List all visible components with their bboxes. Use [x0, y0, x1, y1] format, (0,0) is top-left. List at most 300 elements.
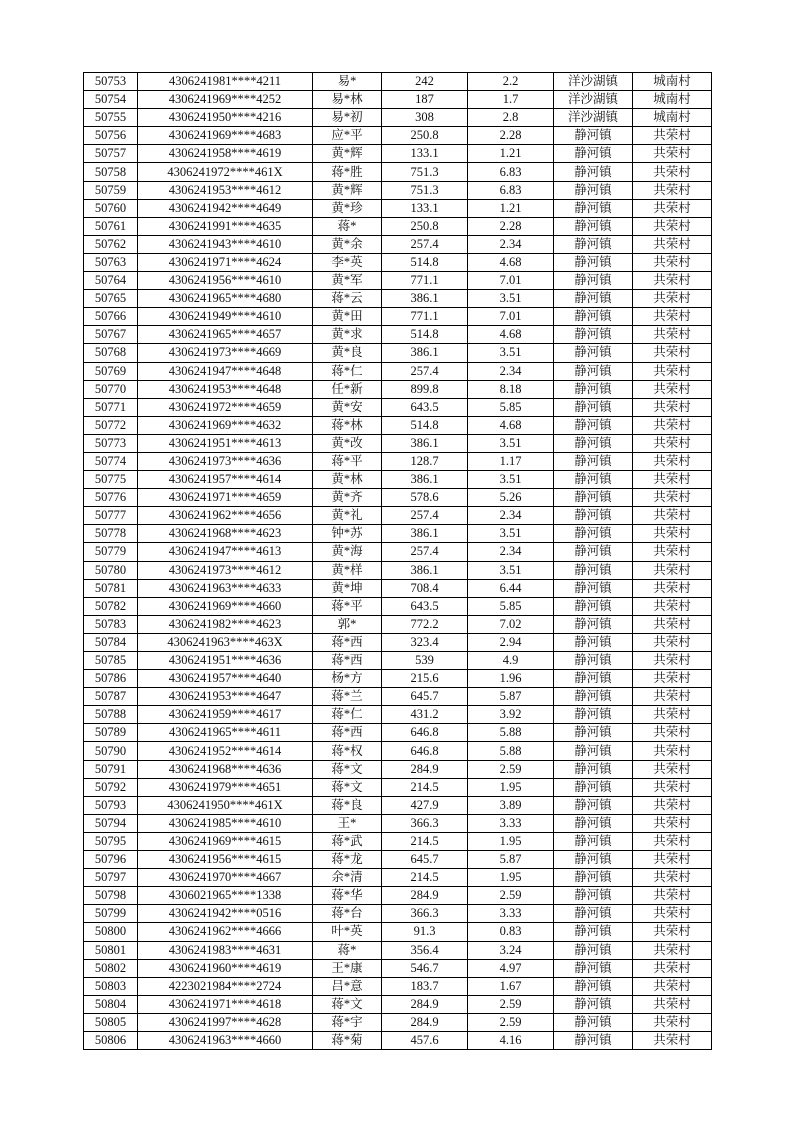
amount-cell: 386.1	[382, 471, 468, 489]
town-cell: 静河镇	[554, 362, 633, 380]
table-row	[84, 633, 712, 651]
table-row	[84, 995, 712, 1013]
town-cell: 静河镇	[554, 597, 633, 615]
table-row	[84, 923, 712, 941]
serial-number-cell: 50795	[84, 832, 138, 850]
subsidy-cell: 3.51	[468, 344, 554, 362]
name-cell: 易*	[313, 73, 382, 91]
subsidy-cell: 3.51	[468, 290, 554, 308]
town-cell: 静河镇	[554, 452, 633, 470]
village-cell: 共荣村	[633, 706, 712, 724]
village-cell: 共荣村	[633, 235, 712, 253]
serial-number-cell: 50780	[84, 561, 138, 579]
subsidy-cell: 1.96	[468, 670, 554, 688]
id-number-cell: 4306241969****4660	[138, 597, 313, 615]
table-row	[84, 235, 712, 253]
name-cell: 蒋*良	[313, 796, 382, 814]
id-number-cell: 4306241947****4648	[138, 362, 313, 380]
serial-number-cell: 50757	[84, 145, 138, 163]
id-number-cell: 4306241962****4656	[138, 507, 313, 525]
serial-number-cell: 50777	[84, 507, 138, 525]
village-cell: 共荣村	[633, 633, 712, 651]
village-cell: 共荣村	[633, 489, 712, 507]
serial-number-cell: 50798	[84, 887, 138, 905]
town-cell: 静河镇	[554, 235, 633, 253]
village-cell: 共荣村	[633, 778, 712, 796]
id-number-cell: 4306241982****4623	[138, 615, 313, 633]
village-cell: 共荣村	[633, 1013, 712, 1031]
id-number-cell: 4306241963****4633	[138, 579, 313, 597]
table-row	[84, 941, 712, 959]
serial-number-cell: 50762	[84, 235, 138, 253]
serial-number-cell: 50758	[84, 163, 138, 181]
id-number-cell: 4306241971****4659	[138, 489, 313, 507]
town-cell: 静河镇	[554, 977, 633, 995]
amount-cell: 514.8	[382, 416, 468, 434]
table-row	[84, 851, 712, 869]
table-row	[84, 869, 712, 887]
id-number-cell: 4306241950****461X	[138, 796, 313, 814]
subsidy-cell: 8.18	[468, 380, 554, 398]
subsidy-cell: 2.34	[468, 235, 554, 253]
amount-cell: 427.9	[382, 796, 468, 814]
name-cell: 黄*求	[313, 326, 382, 344]
table-row	[84, 778, 712, 796]
amount-cell: 386.1	[382, 561, 468, 579]
id-number-cell: 4306241971****4624	[138, 253, 313, 271]
serial-number-cell: 50772	[84, 416, 138, 434]
id-number-cell: 4306241973****4612	[138, 561, 313, 579]
village-cell: 共荣村	[633, 471, 712, 489]
table-row	[84, 199, 712, 217]
town-cell: 静河镇	[554, 633, 633, 651]
amount-cell: 386.1	[382, 525, 468, 543]
name-cell: 蒋*平	[313, 597, 382, 615]
town-cell: 静河镇	[554, 778, 633, 796]
subsidy-cell: 3.24	[468, 941, 554, 959]
village-cell: 共荣村	[633, 507, 712, 525]
town-cell: 静河镇	[554, 706, 633, 724]
subsidy-cell: 1.21	[468, 199, 554, 217]
serial-number-cell: 50788	[84, 706, 138, 724]
subsidy-cell: 1.67	[468, 977, 554, 995]
town-cell: 静河镇	[554, 434, 633, 452]
serial-number-cell: 50802	[84, 959, 138, 977]
town-cell: 静河镇	[554, 1031, 633, 1049]
name-cell: 黄*林	[313, 471, 382, 489]
id-number-cell: 4306241950****4216	[138, 109, 313, 127]
table-row	[84, 127, 712, 145]
town-cell: 静河镇	[554, 471, 633, 489]
town-cell: 静河镇	[554, 181, 633, 199]
id-number-cell: 4306241969****4615	[138, 832, 313, 850]
table-row	[84, 272, 712, 290]
name-cell: 蒋*云	[313, 290, 382, 308]
subsidy-cell: 4.68	[468, 253, 554, 271]
name-cell: 吕*意	[313, 977, 382, 995]
town-cell: 静河镇	[554, 416, 633, 434]
name-cell: 王*康	[313, 959, 382, 977]
name-cell: 蒋*林	[313, 416, 382, 434]
name-cell: 蒋*文	[313, 760, 382, 778]
village-cell: 共荣村	[633, 652, 712, 670]
serial-number-cell: 50774	[84, 452, 138, 470]
serial-number-cell: 50767	[84, 326, 138, 344]
id-number-cell: 4306241957****4614	[138, 471, 313, 489]
town-cell: 洋沙湖镇	[554, 109, 633, 127]
name-cell: 黄*良	[313, 344, 382, 362]
serial-number-cell: 50787	[84, 688, 138, 706]
amount-cell: 214.5	[382, 778, 468, 796]
town-cell: 静河镇	[554, 941, 633, 959]
name-cell: 余*清	[313, 869, 382, 887]
name-cell: 蒋*仁	[313, 362, 382, 380]
table-row	[84, 308, 712, 326]
table-row	[84, 742, 712, 760]
town-cell: 静河镇	[554, 163, 633, 181]
id-number-cell: 4306241958****4619	[138, 145, 313, 163]
name-cell: 蒋*仁	[313, 706, 382, 724]
subsidy-cell: 3.33	[468, 905, 554, 923]
name-cell: 黄*坤	[313, 579, 382, 597]
id-number-cell: 4306241972****4659	[138, 398, 313, 416]
amount-cell: 386.1	[382, 434, 468, 452]
village-cell: 共荣村	[633, 832, 712, 850]
town-cell: 静河镇	[554, 507, 633, 525]
id-number-cell: 4306241942****0516	[138, 905, 313, 923]
serial-number-cell: 50756	[84, 127, 138, 145]
name-cell: 蒋*宇	[313, 1013, 382, 1031]
subsidy-cell: 4.97	[468, 959, 554, 977]
id-number-cell: 4306241969****4632	[138, 416, 313, 434]
amount-cell: 386.1	[382, 344, 468, 362]
serial-number-cell: 50786	[84, 670, 138, 688]
amount-cell: 257.4	[382, 543, 468, 561]
village-cell: 共荣村	[633, 127, 712, 145]
serial-number-cell: 50784	[84, 633, 138, 651]
town-cell: 静河镇	[554, 688, 633, 706]
village-cell: 共荣村	[633, 814, 712, 832]
table-row	[84, 652, 712, 670]
id-number-cell: 4306241981****4211	[138, 73, 313, 91]
village-cell: 共荣村	[633, 181, 712, 199]
table-row	[84, 615, 712, 633]
village-cell: 共荣村	[633, 290, 712, 308]
village-cell: 城南村	[633, 73, 712, 91]
amount-cell: 250.8	[382, 127, 468, 145]
id-number-cell: 4306241953****4612	[138, 181, 313, 199]
name-cell: 李*英	[313, 253, 382, 271]
table-row	[84, 561, 712, 579]
name-cell: 郭*	[313, 615, 382, 633]
serial-number-cell: 50792	[84, 778, 138, 796]
name-cell: 黄*齐	[313, 489, 382, 507]
village-cell: 共荣村	[633, 272, 712, 290]
village-cell: 共荣村	[633, 1031, 712, 1049]
name-cell: 蒋*	[313, 217, 382, 235]
table-row	[84, 434, 712, 452]
serial-number-cell: 50794	[84, 814, 138, 832]
id-number-cell: 4223021984****2724	[138, 977, 313, 995]
village-cell: 共荣村	[633, 434, 712, 452]
serial-number-cell: 50768	[84, 344, 138, 362]
amount-cell: 257.4	[382, 235, 468, 253]
town-cell: 静河镇	[554, 398, 633, 416]
serial-number-cell: 50789	[84, 724, 138, 742]
table-row	[84, 814, 712, 832]
name-cell: 黄*军	[313, 272, 382, 290]
serial-number-cell: 50778	[84, 525, 138, 543]
town-cell: 静河镇	[554, 145, 633, 163]
id-number-cell: 4306241952****4614	[138, 742, 313, 760]
serial-number-cell: 50779	[84, 543, 138, 561]
amount-cell: 257.4	[382, 362, 468, 380]
town-cell: 静河镇	[554, 670, 633, 688]
table-row	[84, 91, 712, 109]
amount-cell: 514.8	[382, 253, 468, 271]
amount-cell: 645.7	[382, 688, 468, 706]
serial-number-cell: 50782	[84, 597, 138, 615]
subsidy-cell: 3.51	[468, 471, 554, 489]
amount-cell: 431.2	[382, 706, 468, 724]
name-cell: 黄*改	[313, 434, 382, 452]
village-cell: 共荣村	[633, 344, 712, 362]
id-number-cell: 4306241957****4640	[138, 670, 313, 688]
name-cell: 蒋*文	[313, 995, 382, 1013]
village-cell: 共荣村	[633, 199, 712, 217]
serial-number-cell: 50771	[84, 398, 138, 416]
town-cell: 静河镇	[554, 308, 633, 326]
amount-cell: 514.8	[382, 326, 468, 344]
name-cell: 黄*辉	[313, 181, 382, 199]
id-number-cell: 4306241985****4610	[138, 814, 313, 832]
subsidy-cell: 2.34	[468, 543, 554, 561]
village-cell: 共荣村	[633, 923, 712, 941]
subsidy-cell: 1.95	[468, 778, 554, 796]
village-cell: 共荣村	[633, 670, 712, 688]
name-cell: 黄*海	[313, 543, 382, 561]
name-cell: 应*平	[313, 127, 382, 145]
serial-number-cell: 50801	[84, 941, 138, 959]
name-cell: 钟*苏	[313, 525, 382, 543]
village-cell: 共荣村	[633, 579, 712, 597]
amount-cell: 214.5	[382, 869, 468, 887]
town-cell: 静河镇	[554, 615, 633, 633]
id-number-cell: 4306241979****4651	[138, 778, 313, 796]
table-row	[84, 905, 712, 923]
subsidy-cell: 5.87	[468, 851, 554, 869]
subsidy-cell: 4.68	[468, 326, 554, 344]
id-number-cell: 4306241956****4610	[138, 272, 313, 290]
village-cell: 共荣村	[633, 326, 712, 344]
amount-cell: 708.4	[382, 579, 468, 597]
village-cell: 共荣村	[633, 398, 712, 416]
serial-number-cell: 50796	[84, 851, 138, 869]
amount-cell: 772.2	[382, 615, 468, 633]
town-cell: 静河镇	[554, 344, 633, 362]
village-cell: 共荣村	[633, 760, 712, 778]
table-row	[84, 525, 712, 543]
subsidy-cell: 2.34	[468, 507, 554, 525]
serial-number-cell: 50791	[84, 760, 138, 778]
table-body	[84, 73, 712, 1050]
subsidy-cell: 5.88	[468, 742, 554, 760]
serial-number-cell: 50765	[84, 290, 138, 308]
table-row	[84, 579, 712, 597]
village-cell: 共荣村	[633, 525, 712, 543]
subsidy-cell: 2.59	[468, 887, 554, 905]
town-cell: 静河镇	[554, 217, 633, 235]
name-cell: 蒋*文	[313, 778, 382, 796]
table-row	[84, 344, 712, 362]
amount-cell: 356.4	[382, 941, 468, 959]
town-cell: 静河镇	[554, 742, 633, 760]
village-cell: 共荣村	[633, 941, 712, 959]
table-row	[84, 109, 712, 127]
id-number-cell: 4306241965****4611	[138, 724, 313, 742]
id-number-cell: 4306241972****461X	[138, 163, 313, 181]
subsidy-cell: 1.21	[468, 145, 554, 163]
table-row	[84, 471, 712, 489]
amount-cell: 308	[382, 109, 468, 127]
amount-cell: 578.6	[382, 489, 468, 507]
subsidy-cell: 2.8	[468, 109, 554, 127]
id-number-cell: 4306241973****4636	[138, 452, 313, 470]
id-number-cell: 4306241971****4618	[138, 995, 313, 1013]
serial-number-cell: 50764	[84, 272, 138, 290]
village-cell: 共荣村	[633, 869, 712, 887]
subsidy-cell: 5.85	[468, 398, 554, 416]
subsidy-cell: 4.68	[468, 416, 554, 434]
subsidy-cell: 5.87	[468, 688, 554, 706]
subsidy-cell: 4.9	[468, 652, 554, 670]
subsidy-cell: 6.83	[468, 163, 554, 181]
town-cell: 静河镇	[554, 543, 633, 561]
town-cell: 洋沙湖镇	[554, 73, 633, 91]
name-cell: 蒋*西	[313, 724, 382, 742]
name-cell: 蒋*西	[313, 652, 382, 670]
village-cell: 城南村	[633, 109, 712, 127]
subsidy-cell: 2.34	[468, 362, 554, 380]
table-row	[84, 290, 712, 308]
table-row	[84, 362, 712, 380]
table-row	[84, 959, 712, 977]
serial-number-cell: 50793	[84, 796, 138, 814]
id-number-cell: 4306241963****4660	[138, 1031, 313, 1049]
amount-cell: 771.1	[382, 272, 468, 290]
id-number-cell: 4306241970****4667	[138, 869, 313, 887]
name-cell: 蒋*西	[313, 633, 382, 651]
subsidy-cell: 2.28	[468, 127, 554, 145]
serial-number-cell: 50773	[84, 434, 138, 452]
amount-cell: 133.1	[382, 145, 468, 163]
serial-number-cell: 50775	[84, 471, 138, 489]
serial-number-cell: 50800	[84, 923, 138, 941]
table-row	[84, 1031, 712, 1049]
village-cell: 共荣村	[633, 217, 712, 235]
name-cell: 蒋*兰	[313, 688, 382, 706]
table-row	[84, 1013, 712, 1031]
name-cell: 黄*余	[313, 235, 382, 253]
id-number-cell: 4306021965****1338	[138, 887, 313, 905]
subsidy-cell: 6.83	[468, 181, 554, 199]
table-row	[84, 253, 712, 271]
town-cell: 静河镇	[554, 127, 633, 145]
table-row	[84, 416, 712, 434]
table-row	[84, 73, 712, 91]
amount-cell: 366.3	[382, 814, 468, 832]
id-number-cell: 4306241969****4683	[138, 127, 313, 145]
amount-cell: 284.9	[382, 995, 468, 1013]
village-cell: 共荣村	[633, 163, 712, 181]
id-number-cell: 4306241997****4628	[138, 1013, 313, 1031]
table-row	[84, 543, 712, 561]
town-cell: 静河镇	[554, 290, 633, 308]
village-cell: 共荣村	[633, 543, 712, 561]
town-cell: 静河镇	[554, 489, 633, 507]
village-cell: 共荣村	[633, 742, 712, 760]
name-cell: 易*初	[313, 109, 382, 127]
subsidy-cell: 3.51	[468, 561, 554, 579]
name-cell: 黄*礼	[313, 507, 382, 525]
town-cell: 静河镇	[554, 652, 633, 670]
amount-cell: 899.8	[382, 380, 468, 398]
town-cell: 静河镇	[554, 253, 633, 271]
serial-number-cell: 50785	[84, 652, 138, 670]
id-number-cell: 4306241983****4631	[138, 941, 313, 959]
village-cell: 共荣村	[633, 688, 712, 706]
town-cell: 静河镇	[554, 995, 633, 1013]
id-number-cell: 4306241953****4648	[138, 380, 313, 398]
id-number-cell: 4306241943****4610	[138, 235, 313, 253]
table-row	[84, 380, 712, 398]
town-cell: 静河镇	[554, 561, 633, 579]
town-cell: 静河镇	[554, 199, 633, 217]
serial-number-cell: 50790	[84, 742, 138, 760]
town-cell: 静河镇	[554, 380, 633, 398]
serial-number-cell: 50766	[84, 308, 138, 326]
amount-cell: 645.7	[382, 851, 468, 869]
serial-number-cell: 50806	[84, 1031, 138, 1049]
amount-cell: 457.6	[382, 1031, 468, 1049]
town-cell: 静河镇	[554, 851, 633, 869]
amount-cell: 323.4	[382, 633, 468, 651]
village-cell: 共荣村	[633, 362, 712, 380]
village-cell: 共荣村	[633, 796, 712, 814]
village-cell: 共荣村	[633, 145, 712, 163]
serial-number-cell: 50770	[84, 380, 138, 398]
amount-cell: 250.8	[382, 217, 468, 235]
town-cell: 静河镇	[554, 869, 633, 887]
id-number-cell: 4306241969****4252	[138, 91, 313, 109]
subsidy-cell: 1.7	[468, 91, 554, 109]
table-row	[84, 145, 712, 163]
amount-cell: 643.5	[382, 597, 468, 615]
table-row	[84, 760, 712, 778]
subsidy-cell: 4.16	[468, 1031, 554, 1049]
subsidy-cell: 2.59	[468, 760, 554, 778]
village-cell: 共荣村	[633, 308, 712, 326]
subsidy-cell: 0.83	[468, 923, 554, 941]
subsidy-cell: 1.95	[468, 832, 554, 850]
amount-cell: 646.8	[382, 724, 468, 742]
table-row	[84, 181, 712, 199]
serial-number-cell: 50803	[84, 977, 138, 995]
town-cell: 静河镇	[554, 796, 633, 814]
village-cell: 共荣村	[633, 977, 712, 995]
town-cell: 静河镇	[554, 326, 633, 344]
table-row	[84, 489, 712, 507]
